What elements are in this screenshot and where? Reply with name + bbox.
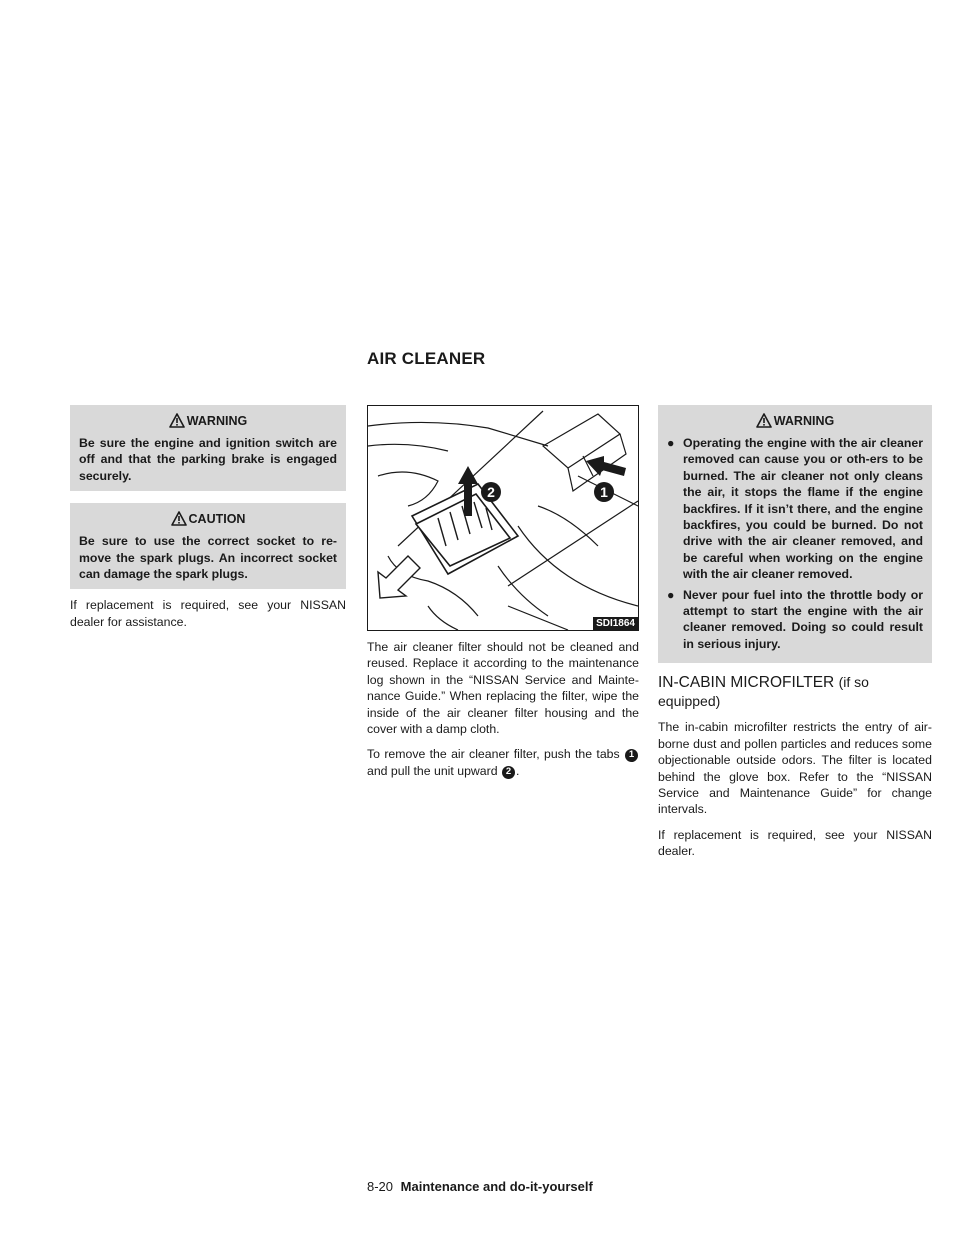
caution-heading-label: CAUTION: [188, 511, 246, 526]
callout-1: 1: [600, 484, 608, 500]
warning-icon: [756, 413, 772, 428]
microfilter-heading-main: IN-CABIN MICROFILTER: [658, 674, 835, 692]
bullet-icon: ●: [667, 587, 675, 602]
bullet-icon: ●: [667, 436, 675, 450]
col3-warning-heading-label: WARNING: [773, 413, 835, 428]
microfilter-heading-suffix: (if so equipped): [658, 674, 869, 710]
col2-para2-pre: To remove the air cleaner filter, push the tabs: [367, 747, 620, 762]
section-title: AIR CLEANER: [367, 349, 486, 368]
col2-paragraph-2: [367, 746, 639, 779]
warning-item-2: Never pour fuel into the throttle body or attempt to start the engine with the air cleaner removed. Doing so could result in serious injury.: [683, 587, 923, 651]
col1-paragraph: If replacement is required, see your NISSAN dealer for assistance.: [70, 598, 346, 629]
caution-text: Be sure to use the correct socket to re-move the spark plugs. An incorrect socket can damage the spark plugs.: [79, 534, 337, 582]
warning-heading-label: WARNING: [186, 413, 248, 428]
col3-paragraph-1: The in-cabin microfilter restricts the entry of air-borne dust and pollen particles and reduces some objectionable outside odors. The filter is located behind the glove box. Refer to the “NISSAN Service and Maintenance Guide” for change intervals.: [658, 720, 932, 817]
col3-warning-list: [667, 435, 923, 652]
chapter-title: Maintenance and do-it-yourself: [400, 1179, 593, 1194]
list-item: [667, 435, 923, 583]
tab-number-badge: 1: [625, 749, 638, 762]
col2-para2-end: .: [516, 763, 520, 778]
page-footer: [367, 1179, 593, 1194]
callout-2: 2: [487, 484, 495, 500]
caution-box: [70, 503, 346, 589]
upward-number-badge: 2: [502, 766, 515, 779]
warning-heading: [79, 413, 337, 428]
figure-code: SDI1864: [593, 617, 638, 630]
column-3: [658, 405, 932, 869]
col3-warning-heading: [667, 413, 923, 428]
warning-icon: [169, 413, 185, 428]
warning-box: [70, 405, 346, 491]
list-item: [667, 587, 923, 653]
col3-paragraph-2: If replacement is required, see your NISSAN dealer.: [658, 827, 932, 859]
col2-para2-mid: and pull the unit upward: [367, 763, 498, 778]
air-cleaner-figure: [367, 405, 639, 631]
air-cleaner-illustration: [368, 406, 638, 630]
page-number: 8-20: [367, 1179, 394, 1194]
column-1: [70, 405, 346, 639]
microfilter-heading: [658, 673, 932, 711]
col2-paragraph-1: The air cleaner filter should not be cleaned and reused. Replace it according to the maintenance log shown in the “NISSAN Service and Mainte-nance Guide.” When replacing the filter, wipe the inside of the air cleaner filter housing and the cover with a damp cloth.: [367, 640, 639, 737]
column-2: [367, 405, 639, 788]
warning-text: Be sure the engine and ignition switch are off and that the parking brake is engaged securely.: [79, 436, 337, 483]
warning-item-1: Operating the engine with the air cleaner removed can cause you or oth-ers to be burned. The air cleaner not only cleans the air, it stops the flame if the engine backfires. If it isn’t there, and the engine backfires, you could be burned. Do not drive with the air cleaner removed, and be careful when working on the engine with the air cleaner removed.: [683, 436, 923, 582]
caution-heading: [79, 511, 337, 526]
col3-warning-box: [658, 405, 932, 663]
caution-icon: [171, 511, 187, 526]
